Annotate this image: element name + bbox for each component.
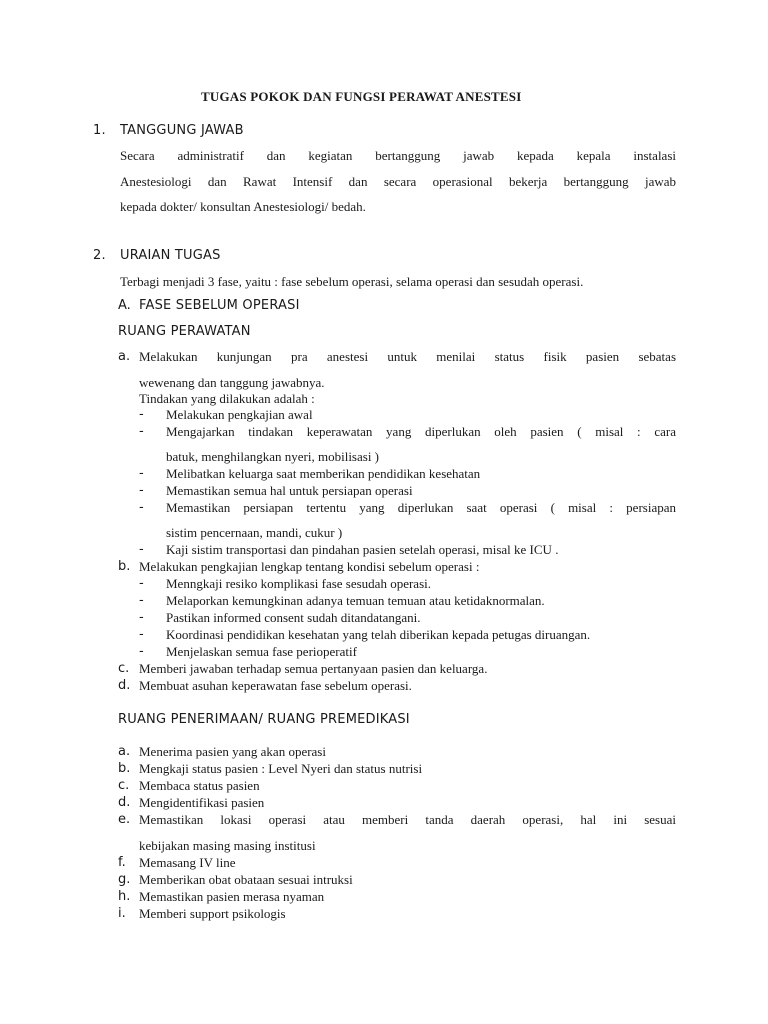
premed-item-b-marker: b.	[118, 761, 131, 776]
premed-item-c-text: Membaca status pasien	[139, 778, 260, 793]
premed-item-b-text: Mengkaji status pasien : Level Nyeri dan status nutrisi	[139, 761, 423, 776]
section-1-line-3: kepada dokter/ konsultan Anestesiologi/ bedah.	[120, 199, 366, 214]
item-b-dash-3: Pastikan informed consent sudah ditandatangani.	[166, 610, 421, 625]
item-c-marker: c.	[118, 661, 130, 676]
premed-item-d-text: Mengidentifikasi pasien	[139, 795, 265, 810]
dash-bullet: -	[139, 644, 144, 659]
phase-a-label: FASE SEBELUM OPERASI	[139, 298, 300, 313]
premed-item-f-text: Memasang IV line	[139, 855, 236, 870]
ruang-penerimaan-heading: RUANG PENERIMAAN/ RUANG PREMEDIKASI	[118, 712, 410, 727]
dash-bullet: -	[139, 483, 144, 498]
dash-bullet: -	[139, 542, 144, 557]
dash-bullet: -	[139, 576, 144, 591]
premed-item-c-marker: c.	[118, 778, 130, 793]
item-b-line-1: Melakukan pengkajian lengkap tentang kondisi sebelum operasi :	[139, 559, 480, 574]
section-1-line-1: Secara administratif dan kegiatan bertanggung jawab kepada kepala instalasi	[120, 148, 676, 163]
premed-item-e-marker: e.	[118, 812, 131, 827]
section-1-number: 1.	[93, 123, 106, 138]
item-a-dash-5-line-2: sistim pencernaan, mandi, cukur )	[166, 525, 343, 540]
premed-item-e-line-1: Memastikan lokasi operasi atau memberi tanda daerah operasi, hal ini sesuai	[139, 812, 676, 827]
dash-bullet: -	[139, 610, 144, 625]
item-a-dash-4: Memastikan semua hal untuk persiapan operasi	[166, 483, 413, 498]
premed-item-i-marker: i.	[118, 906, 126, 921]
premed-item-e-line-2: kebijakan masing masing institusi	[139, 838, 316, 853]
section-2-heading: URAIAN TUGAS	[120, 248, 221, 263]
premed-item-h-marker: h.	[118, 889, 131, 904]
item-b-marker: b.	[118, 559, 131, 574]
item-b-dash-1: Menngkaji resiko komplikasi fase sesudah operasi.	[166, 576, 431, 591]
phase-a-marker: A.	[118, 298, 131, 313]
premed-item-d-marker: d.	[118, 795, 131, 810]
dash-bullet: -	[139, 424, 144, 439]
item-a-dash-2-line-2: batuk, menghilangkan nyeri, mobilisasi )	[166, 449, 380, 464]
item-b-dash-2: Melaporkan kemungkinan adanya temuan temuan atau ketidaknormalan.	[166, 593, 545, 608]
premed-item-a-marker: a.	[118, 744, 131, 759]
section-1-line-2: Anestesiologi dan Rawat Intensif dan secara operasional bekerja bertanggung jawab	[120, 174, 676, 189]
dash-bullet: -	[139, 407, 144, 422]
section-2-intro: Terbagi menjadi 3 fase, yaitu : fase sebelum operasi, selama operasi dan sesudah operasi.	[120, 274, 584, 289]
premed-item-f-marker: f.	[118, 855, 126, 870]
item-a-dash-2-line-1: Mengajarkan tindakan keperawatan yang diperlukan oleh pasien ( misal : cara	[166, 424, 676, 439]
item-d-text: Membuat asuhan keperawatan fase sebelum operasi.	[139, 678, 412, 693]
item-a-dash-3: Melibatkan keluarga saat memberikan pendidikan kesehatan	[166, 466, 481, 481]
item-a-dash-6: Kaji sistim transportasi dan pindahan pasien setelah operasi, misal ke ICU .	[166, 542, 559, 557]
premed-item-i-text: Memberi support psikologis	[139, 906, 286, 921]
item-a-tindakan: Tindakan yang dilakukan adalah :	[139, 391, 315, 406]
item-a-dash-1: Melakukan pengkajian awal	[166, 407, 313, 422]
dash-bullet: -	[139, 466, 144, 481]
section-2-number: 2.	[93, 248, 106, 263]
dash-bullet: -	[139, 627, 144, 642]
premed-item-g-marker: g.	[118, 872, 131, 887]
item-c-text: Memberi jawaban terhadap semua pertanyaan pasien dan keluarga.	[139, 661, 488, 676]
dash-bullet: -	[139, 500, 144, 515]
item-a-marker: a.	[118, 349, 131, 364]
dash-bullet: -	[139, 593, 144, 608]
item-a-line-2: wewenang dan tanggung jawabnya.	[139, 375, 325, 390]
item-b-dash-4: Koordinasi pendidikan kesehatan yang telah diberikan kepada petugas diruangan.	[166, 627, 591, 642]
premed-item-g-text: Memberikan obat obataan sesuai intruksi	[139, 872, 353, 887]
premed-item-h-text: Memastikan pasien merasa nyaman	[139, 889, 325, 904]
item-a-line-1: Melakukan kunjungan pra anestesi untuk menilai status fisik pasien sebatas	[139, 349, 676, 364]
document-title: TUGAS POKOK DAN FUNGSI PERAWAT ANESTESI	[201, 89, 522, 104]
ruang-perawatan-heading: RUANG PERAWATAN	[118, 324, 251, 339]
item-a-dash-5-line-1: Memastikan persiapan tertentu yang diperlukan saat operasi ( misal : persiapan	[166, 500, 676, 515]
item-d-marker: d.	[118, 678, 131, 693]
section-1-heading: TANGGUNG JAWAB	[120, 123, 244, 138]
premed-item-a-text: Menerima pasien yang akan operasi	[139, 744, 326, 759]
item-b-dash-5: Menjelaskan semua fase perioperatif	[166, 644, 357, 659]
